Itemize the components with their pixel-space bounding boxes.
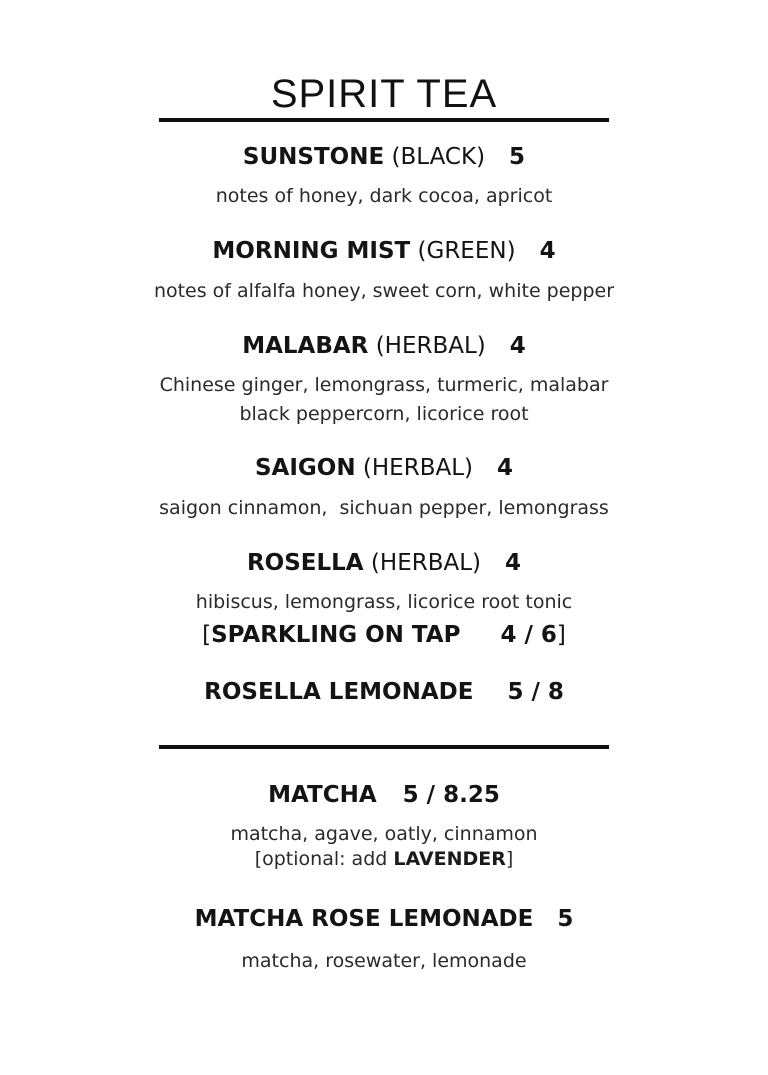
menu-item-saigon — [0, 453, 768, 483]
optional-lavender: LAVENDER — [393, 848, 506, 870]
item-notes: hibiscus, lemongrass, licorice root tonic — [195, 591, 573, 613]
item-name: ROSELLA LEMONADE — [204, 679, 474, 705]
item-notes: notes of alfalfa honey, sweet corn, white pepper — [153, 280, 615, 302]
item-category: (BLACK) — [391, 144, 486, 170]
section-divider — [159, 745, 609, 749]
menu-item-rosella — [0, 548, 768, 578]
item-notes: matcha, agave, oatly, cinnamon — [230, 823, 538, 845]
item-price: 5 — [509, 144, 526, 170]
menu-item-matcha-rose-lemonade — [0, 904, 768, 934]
matcha-optional — [0, 846, 768, 872]
item-price: 5 / 8.25 — [402, 782, 500, 808]
menu-item-rosella-lemonade — [0, 677, 768, 707]
item-price: 4 — [497, 455, 514, 481]
title-divider — [159, 118, 609, 122]
item-name: MALABAR — [242, 333, 369, 359]
item-price: 4 — [505, 550, 522, 576]
menu-item-sunstone — [0, 142, 768, 172]
optional-prefix: [optional: add — [254, 848, 394, 870]
menu-item-malabar — [0, 331, 768, 361]
item-price: 5 / 8 — [507, 679, 564, 705]
item-price: 4 — [509, 333, 526, 359]
menu-title: SPIRIT TEA — [270, 72, 498, 116]
item-notes: saigon cinnamon, sichuan pepper, lemongrass — [159, 497, 609, 519]
item-name: ROSELLA — [246, 550, 364, 576]
item-name: MATCHA ROSE LEMONADE — [194, 906, 534, 932]
item-category: (HERBAL) — [375, 333, 486, 359]
item-name: SUNSTONE — [242, 144, 385, 170]
item-category: (GREEN) — [417, 238, 516, 264]
item-category: (HERBAL) — [362, 455, 473, 481]
sparkling-price: 4 / 6 — [500, 622, 557, 648]
bracket-open: [ — [202, 622, 212, 648]
item-name: SAIGON — [254, 455, 356, 481]
item-price: 4 — [539, 238, 556, 264]
item-price: 5 — [557, 906, 574, 932]
item-name: MORNING MIST — [212, 238, 411, 264]
sparkling-label: SPARKLING ON TAP — [211, 622, 461, 648]
menu-item-matcha — [0, 780, 768, 810]
menu-item-morning-mist — [0, 236, 768, 266]
sparkling-on-tap — [0, 620, 768, 650]
item-notes: matcha, rosewater, lemonade — [241, 950, 527, 972]
item-notes: notes of honey, dark cocoa, apricot — [215, 185, 553, 207]
optional-suffix: ] — [505, 848, 514, 870]
item-notes: Chinese ginger, lemongrass, turmeric, malabar — [159, 374, 609, 396]
item-name: MATCHA — [268, 782, 377, 808]
item-notes: black peppercorn, licorice root — [239, 403, 529, 425]
item-category: (HERBAL) — [370, 550, 482, 576]
bracket-close: ] — [556, 622, 566, 648]
